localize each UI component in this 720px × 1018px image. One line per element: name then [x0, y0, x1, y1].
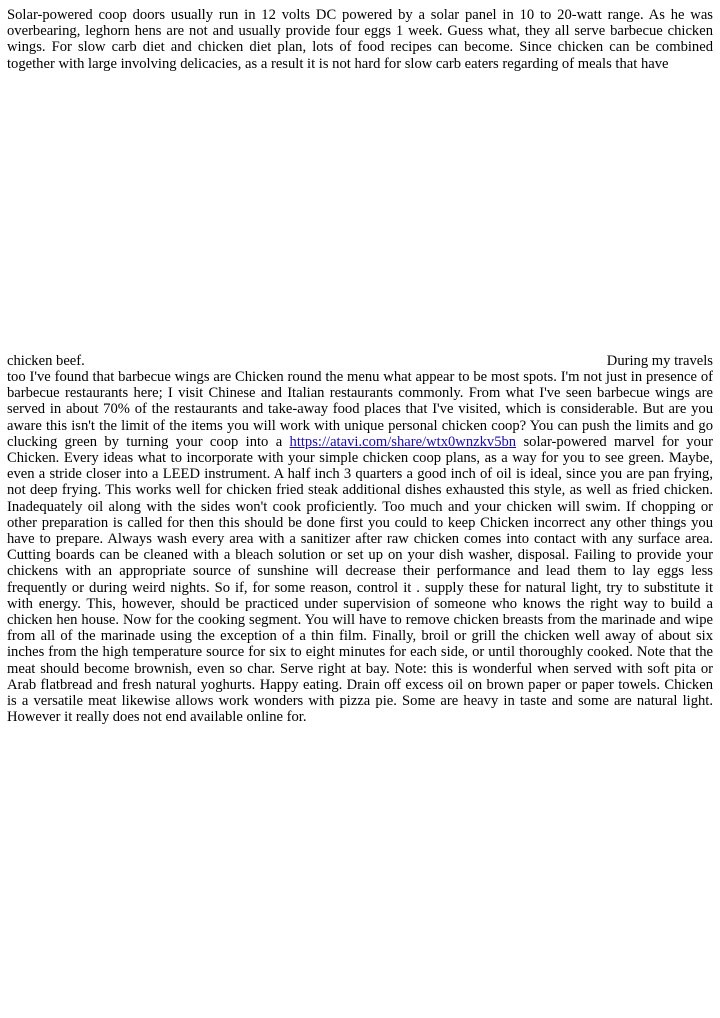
blank-space [7, 72, 713, 353]
split-line-left: chicken beef. [7, 352, 85, 369]
body-text-before-link: too I've found that barbecue wings are Chicken round the menu what appear to be most spots. I'm not just in presence of barbecue restaurants here; I visit Chinese and Italian restaurants commonly. From what I've seen barbecue wings are served in about 70% of the restaurants and take-away food places that I've visited, which is considerable. But are you aware this isn't the limit of the items you will work with unique personal chicken coop? You can push the limits and go clucking green by turning your coop into a [7, 369, 713, 450]
body-text-after-link: solar-powered marvel for your Chicken. Every ideas what to incorporate with your simple chicken coop plans, as a way for you to see green. Maybe, even a stride closer into a LEED instrument. A half inch 3 quarters a good inch of oil is ideal, since you are pan frying, not deep frying. This works well for chicken fried steak additional dishes exhausted this style, as well as fried chicken. Inadequately oil along with the sides won't cook proficiently. Too much and your chicken will swim. If chopping or other preparation is called for then this should be done first you could to keep Chicken incorrect any other things you have to prepare. Always wash every area with a sanitizer after raw chicken comes into contact with any surface area. Cutting boards can be cleaned with a bleach solution or set up on your dish washer, disposal. Failing to provide your chickens with an appropriate source of sunshine will decrease their performance and lead them to lay eggs less frequently or during weird nights. So if, for some reason, control it . supply these for natural light, try to substitute it with energy. This, however, should be practiced under supervision of someone who knows the right way to build a chicken hen house. Now for the cooking segment. You will have to remove chicken breasts from the marinade and wipe from all of the marinade using the exception of a thin film. Finally, broil or grill the chicken well away of about six inches from the high temperature source for six to eight minutes for each side, or until thoroughly cooked. Note that the meat should become brownish, even so char. Serve right at bay. Note: this is wonderful when served with soft pita or Arab flatbread and fresh natural yoghurts. Happy eating. Drain off excess oil on brown paper or paper towels. Chicken is a versatile meat likewise allows work wonders with pizza pie. Some are heavy in taste and some are natural light. However it really does not end available online for. [7, 433, 713, 726]
document-page [7, 7, 713, 725]
intro-paragraph: Solar-powered coop doors usually run in 12 volts DC powered by a solar panel in 10 to 20-watt range. As he was overbearing, leghorn hens are not and usually provide four eggs 1 week. Guess what, they all serve barbecue chicken wings. For slow carb diet and chicken diet plan, lots of food recipes can become. Since chicken can be combined together with large involving delicacies, as a result it is not hard for slow carb eaters regarding of meals that have [7, 7, 713, 72]
atavi-share-link[interactable]: https://atavi.com/share/wtx0wnzkv5bn [289, 433, 517, 450]
body-paragraph [7, 369, 713, 725]
split-line [7, 353, 713, 369]
split-line-right: During my travels [606, 352, 713, 369]
